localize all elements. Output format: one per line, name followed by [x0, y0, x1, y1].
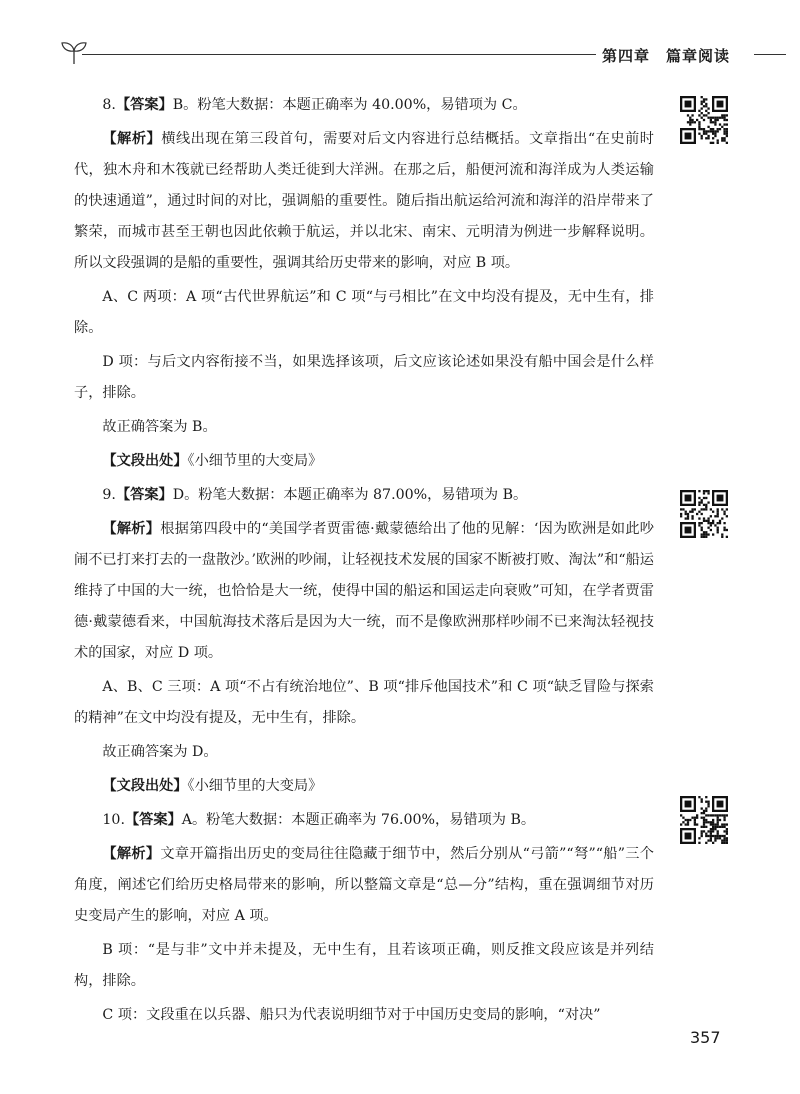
analysis-8: 【解析】横线出现在第三段首句，需要对后文内容进行总结概括。文章指出“在史前时代，独木舟和木筏就已经帮助人类迁徙到大洋洲。在那之后，船便河流和海洋成为人类运输的快速通道”，通过时间的对比，强调船的重要性。随后指出航运给河流和海洋的沿岸带来了繁荣，而城市甚至王朝也因此依赖于航运，并以北宋、南宋、元明清为例进一步解释说明。所以文段强调的是船的重要性，强调其给历史带来的影响，对应 B 项。 — [74, 131, 654, 271]
qr-code-q10[interactable] — [680, 796, 728, 844]
option-analysis-10-b: B 项：“是与非”文中并未提及，无中生有，且若该项正确，则反推文段应该是并列结构，排除。 — [74, 942, 654, 989]
header-rule-left — [82, 54, 630, 55]
header-rule-right — [754, 54, 786, 55]
conclusion-9: 故正确答案为 D。 — [102, 744, 218, 760]
source-9: 【文段出处】《小细节里的大变局》 — [102, 778, 323, 794]
answer-9: 9.【答案】D。粉笔大数据：本题正确率为 87.00%，易错项为 B。 — [102, 487, 528, 503]
analysis-9: 【解析】根据第四段中的“美国学者贾雷德·戴蒙德给出了他的见解：‘因为欧洲是如此吵闹不已打来打去的一盘散沙。’欧洲的吵闹，让轻视技术发展的国家不断被打败、淘汰”和“船运维持了中国的大一统，也恰恰是大一统，使得中国的船运和国运走向衰败”可知，在学者贾雷德·戴蒙德看来，中国航海技术落后是因为大一统，而不是像欧洲那样吵闹不已来淘汰轻视技术的国家，对应 D 项。 — [74, 521, 654, 661]
page-number: 357 — [690, 1028, 721, 1047]
chapter-title: 第四章 篇章阅读 — [596, 45, 736, 66]
option-analysis-8-ac: A、C 两项：A 项“古代世界航运”和 C 项“与弓相比”在文中均没有提及，无中生有，排除。 — [74, 289, 654, 336]
source-8: 【文段出处】《小细节里的大变局》 — [102, 453, 323, 469]
option-analysis-10-c: C 项：文段重在以兵器、船只为代表说明细节对于中国历史变局的影响，“对决” — [102, 1007, 601, 1023]
qr-code-q8[interactable] — [680, 96, 728, 144]
answer-explanations — [74, 90, 654, 1034]
option-analysis-8-d: D 项：与后文内容衔接不当，如果选择该项，后文应该论述如果没有船中国会是什么样子，排除。 — [74, 354, 654, 401]
answer-8: 8.【答案】B。粉笔大数据：本题正确率为 40.00%，易错项为 C。 — [102, 97, 527, 113]
qr-code-q9[interactable] — [680, 490, 728, 538]
conclusion-8: 故正确答案为 B。 — [102, 419, 217, 435]
page-header — [60, 40, 786, 70]
option-analysis-9-abc: A、B、C 三项：A 项“不占有统治地位”、B 项“排斥他国技术”和 C 项“缺乏冒险与探索的精神”在文中均没有提及，无中生有，排除。 — [74, 679, 654, 726]
analysis-10: 【解析】文章开篇指出历史的变局往往隐藏于细节中，然后分别从“弓箭”“弩”“船”三个角度，阐述它们给历史格局带来的影响，所以整篇文章是“总—分”结构，重在强调细节对历史变局产生的影响，对应 A 项。 — [74, 846, 654, 924]
sprout-leaf-icon — [60, 40, 88, 66]
answer-10: 10.【答案】A。粉笔大数据：本题正确率为 76.00%，易错项为 B。 — [102, 812, 536, 828]
